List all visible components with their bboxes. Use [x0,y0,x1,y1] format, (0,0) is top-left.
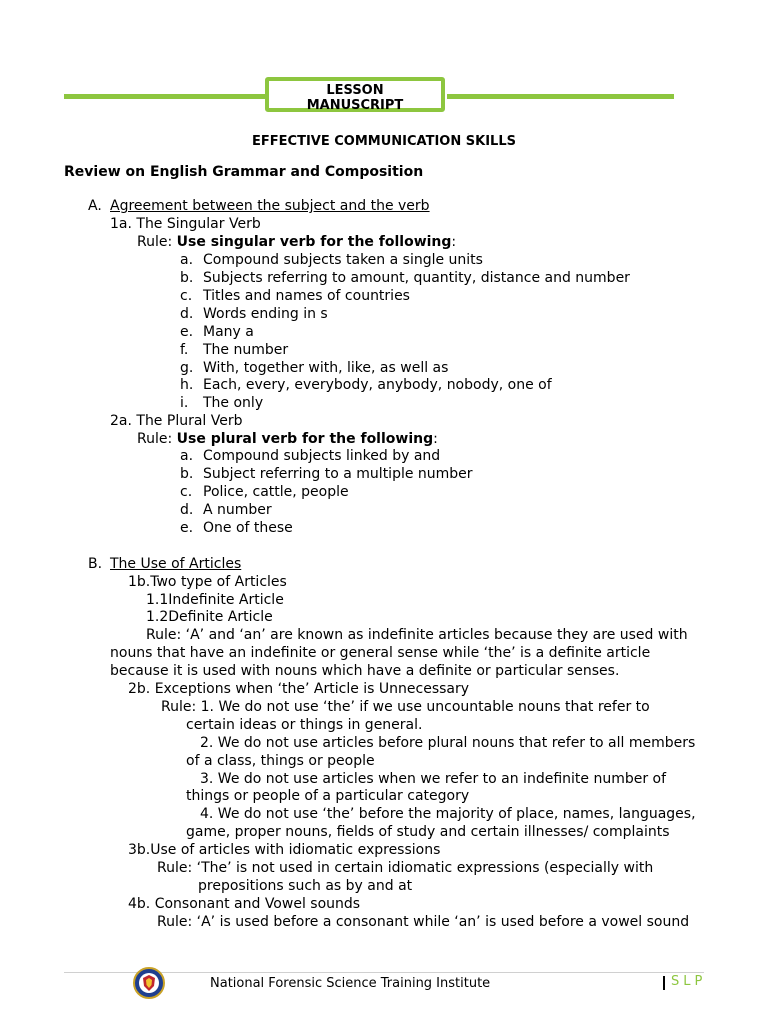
list-marker: d. [180,502,194,518]
lesson-box-line2: MANUSCRIPT [306,98,404,113]
exception-rule1-line1: Rule: 1. We do not use ‘the’ if we use uncountable nouns that refer to [161,699,650,715]
section-a-heading: Agreement between the subject and the verb [110,198,430,214]
exception-rule4-line2: game, proper nouns, fields of study and certain illnesses/ complaints [186,824,670,840]
lesson-manuscript-box [265,77,445,112]
exceptions-heading: 2b. Exceptions when ‘the’ Article is Unnecessary [128,681,470,697]
section-b-heading: The Use of Articles [110,556,242,572]
footer-separator [663,976,665,990]
list-item: Many a [203,324,254,340]
list-marker: b. [180,270,194,286]
footer-institute-name: National Forensic Science Training Institute [210,976,491,991]
exception-rule3-line2: things or people of a particular category [186,788,470,804]
document-title: EFFECTIVE COMMUNICATION SKILLS [252,134,516,149]
list-marker: a. [180,252,194,268]
articles-rule-line1: Rule: ‘A’ and ‘an’ are known as indefinite articles because they are used with [146,627,688,643]
exception-rule2-line2: of a class, things or people [186,753,375,769]
list-item: A number [203,502,272,518]
list-marker: i. [180,395,189,411]
header-rule-right [447,94,674,99]
list-item: Each, every, everybody, anybody, nobody, one of [203,377,552,393]
rule-prefix: Rule: [137,431,177,447]
section-b-marker: B. [88,556,103,572]
sounds-rule: Rule: ‘A’ is used before a consonant while ‘an’ is used before a vowel sound [157,914,690,930]
footer-slp-label: SLP [671,974,707,989]
list-marker: h. [180,377,194,393]
list-item: The number [203,342,289,358]
list-item: Subjects referring to amount, quantity, distance and number [203,270,630,286]
idiomatic-heading: 3b.Use of articles with idiomatic expressions [128,842,441,858]
articles-rule-line3: because it is used with nouns which have a definite or particular senses. [110,663,620,679]
indefinite-article-item: 1.1Indefinite Article [146,592,284,608]
list-item: Compound subjects linked by and [203,448,441,464]
sounds-heading: 4b. Consonant and Vowel sounds [128,896,361,912]
list-item: Compound subjects taken a single units [203,252,483,268]
list-marker: d. [180,306,194,322]
exception-rule3-line1: 3. We do not use articles when we refer to an indefinite number of [200,771,667,787]
plural-verb-rule [137,430,438,448]
singular-verb-rule [137,233,456,251]
section-a-marker: A. [88,198,102,214]
articles-types-heading: 1b.Two type of Articles [128,574,287,590]
list-item: Titles and names of countries [203,288,410,304]
list-marker: f. [180,342,189,358]
lesson-box-line1: LESSON [326,83,384,98]
exception-rule4-line1: 4. We do not use ‘the’ before the majority of place, names, languages, [200,806,696,822]
list-marker: c. [180,288,193,304]
list-item: The only [203,395,264,411]
rule-prefix: Rule: [137,234,177,250]
definite-article-item: 1.2Definite Article [146,609,273,625]
plural-verb-heading: 2a. The Plural Verb [110,413,243,429]
document-subtitle: Review on English Grammar and Composition [64,164,424,180]
list-marker: c. [180,484,193,500]
list-marker: a. [180,448,194,464]
idiomatic-rule-line1: Rule: ‘The’ is not used in certain idiomatic expressions (especially with [157,860,654,876]
list-item: Subject referring to a multiple number [203,466,473,482]
rule-bold-text: Use plural verb for the following [176,431,434,447]
singular-verb-heading: 1a. The Singular Verb [110,216,261,232]
list-marker: e. [180,324,194,340]
list-item: Words ending in s [203,306,328,322]
list-marker: e. [180,520,194,536]
exception-rule2-line1: 2. We do not use articles before plural nouns that refer to all members [200,735,696,751]
exception-rule1-line2: certain ideas or things in general. [186,717,423,733]
list-marker: b. [180,466,194,482]
idiomatic-rule-line2: prepositions such as by and at [198,878,413,894]
list-item: One of these [203,520,293,536]
articles-rule-line2: nouns that have an indefinite or general sense while ‘the’ is a definite article [110,645,651,661]
institute-seal-icon [133,967,165,999]
list-marker: g. [180,360,194,376]
rule-suffix: : [451,234,457,250]
rule-suffix: : [433,431,438,447]
list-item: Police, cattle, people [203,484,349,500]
header-rule-left [64,94,267,99]
list-item: With, together with, like, as well as [203,360,449,376]
rule-bold-text: Use singular verb for the following [176,234,452,250]
